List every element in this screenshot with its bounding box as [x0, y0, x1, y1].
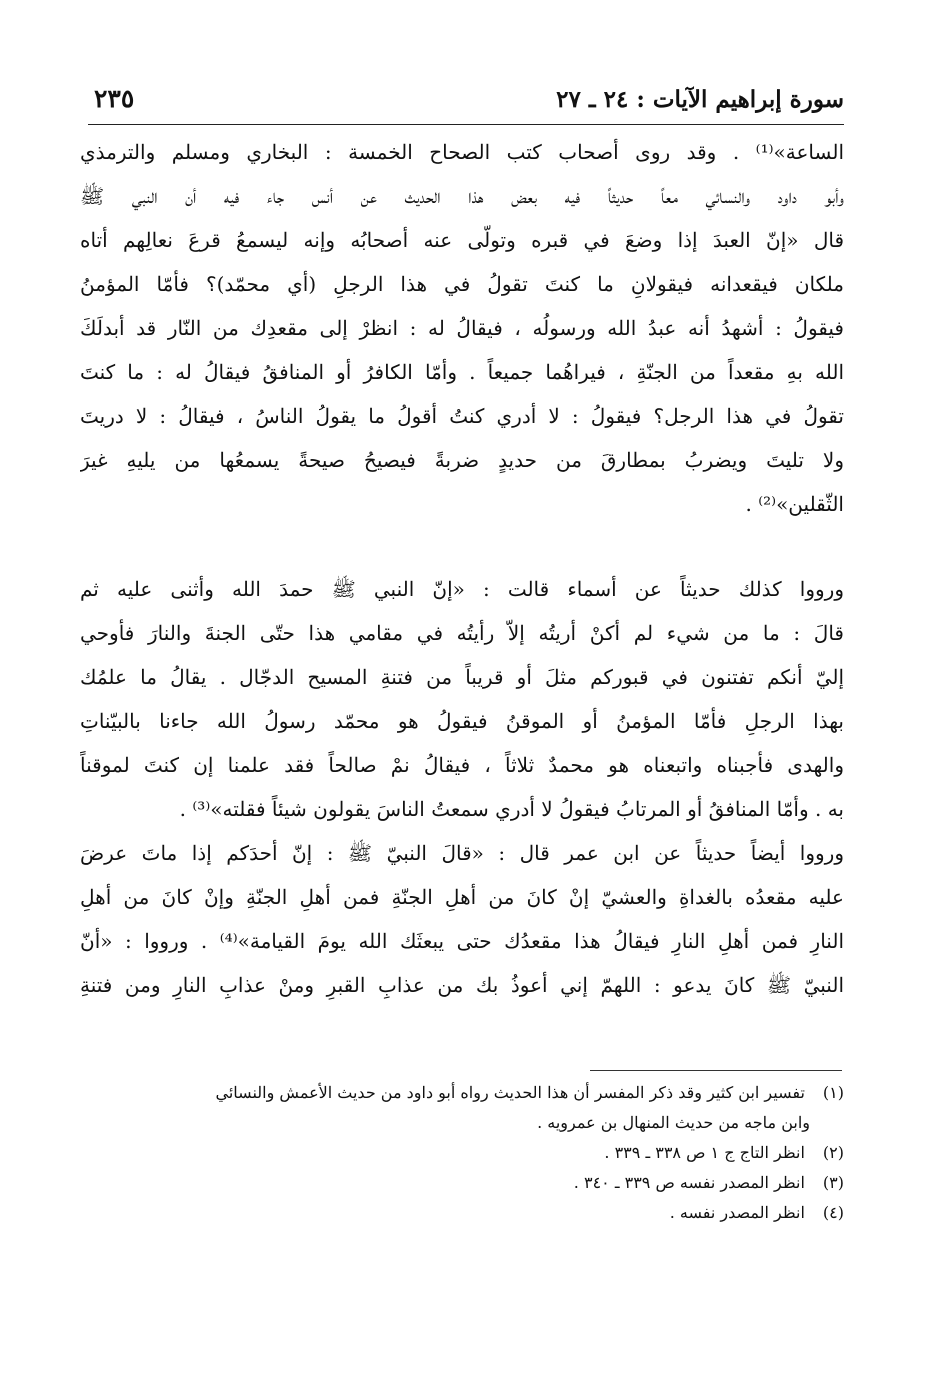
- text-line: به . وأمّا المنافقُ أو المرتابُ فيقولُ لا أدري سمعتُ الناسَ يقولون شيئاً فقلته»⁽³⁾ .: [179, 797, 844, 821]
- footnote-text: انظر المصدر نفسه .: [669, 1203, 805, 1222]
- footnote-item: [80, 1078, 844, 1108]
- text-line: قال «إنّ العبدَ إذا وضعَ في قبره وتولّى عنه أصحابُه وإنه ليسمعُ قرعَ نعالِهم أتاه: [80, 228, 844, 252]
- footnote-text: وابن ماجه من حديث المنهال بن عمرويه .: [537, 1113, 810, 1132]
- text-line: عليه مقعدُه بالغداةِ والعشيّ إنْ كانَ من أهلِ الجنّةِ فمن أهلِ الجنّةِ وإنْ كانَ من أهلِ: [80, 885, 844, 909]
- footnote-item: [80, 1198, 844, 1228]
- text-line: ملكان فيقعدانه فيقولانِ ما كنتَ تقولُ في هذا الرجلِ (أي محمّد)؟ فأمّا المؤمنُ: [80, 272, 844, 296]
- footnote-text: تفسير ابن كثير وقد ذكر المفسر أن هذا الحديث رواه أبو داود من حديث الأعمش والنسائي: [215, 1083, 805, 1102]
- footnote-item: [80, 1168, 844, 1198]
- text-line: النبيّ ﷺ كانَ يدعو : اللهمّ إني أعوذُ بك من عذابِ القبرِ ومنْ عذابِ النارِ ومن فتنةِ: [80, 973, 844, 997]
- text-line: وأبو داود والنسائي معاً حديثاً فيه بعض هذا الحديث عن أنس جاء فيه أن النبي ﷺ: [80, 184, 844, 208]
- text-line: إليّ أنكم تفتنون في قبوركم مثلَ أو قريباً من فتنةِ المسيح الدجّال . يقالُ ما علمُك: [80, 665, 844, 689]
- text-line: ورووا أيضاً حديثاً عن ابن عمر قال : «قالَ النبيّ ﷺ : إنّ أحدَكم إذا ماتَ عرضَ: [80, 841, 844, 865]
- footnote-number: (٤): [822, 1203, 844, 1222]
- footnote-item-continuation: [80, 1108, 844, 1138]
- footnote-number: (٣): [822, 1173, 844, 1192]
- text-line: قالَ : ما من شيء لم أكنْ أريتُه إلاّ رأيتُه في مقامي هذا حتّى الجنةَ والنارَ فأوحي: [80, 621, 844, 645]
- footnote-divider: [590, 1070, 842, 1071]
- text-line: الثّقلين»⁽²⁾ .: [745, 492, 844, 516]
- footnote-text: انظر المصدر نفسه ص ٣٣٩ ـ ٣٤٠ .: [573, 1173, 805, 1192]
- footnote-text: انظر التاج ج ١ ص ٣٣٨ ـ ٣٣٩ .: [604, 1143, 805, 1162]
- text-line: ولا تليتَ ويضربُ بمطارقَ من حديدٍ ضربةً فيصيحُ صيحةً يسمعُها من يليهِ غيرَ: [80, 448, 844, 472]
- page-number: ٢٣٥: [94, 84, 135, 113]
- header-divider: [88, 124, 844, 125]
- text-line: والهدى فأجبناه واتبعناه هو محمدٌ ثلاثاً ، فيقالُ نمْ صالحاً فقد علمنا إن كنتَ لموقناً: [80, 753, 844, 777]
- text-line: ورووا كذلك حديثاً عن أسماء قالت : «إنّ النبي ﷺ حمدَ الله وأثنى عليه ثم: [80, 577, 844, 601]
- text-line: فيقولُ : أشهدُ أنه عبدُ الله ورسولُه ، فيقالُ له : انظرْ إلى مقعدِك من النّار قد أبدلَكَ: [80, 316, 844, 340]
- paragraph: [80, 567, 844, 831]
- paragraph: [80, 130, 844, 526]
- paragraph-gap: [80, 526, 844, 567]
- footnote-item: [80, 1138, 844, 1168]
- running-header: [88, 82, 844, 118]
- surah-title: سورة إبراهيم الآيات : ٢٤ ـ ٢٧: [556, 86, 844, 113]
- text-line: الله بهِ مقعداً من الجنّةِ ، فيراهُما جميعاً . وأمّا الكافرُ أو المنافقُ فيقالُ له : ما كنتَ: [80, 360, 844, 384]
- paragraph: [80, 831, 844, 1007]
- text-line: بهذا الرجلِ فأمّا المؤمنُ أو الموقنُ فيقولُ هو محمّد رسولُ الله جاءنا بالبيّناتِ: [80, 709, 844, 733]
- footnotes: [80, 1078, 844, 1228]
- text-line: الساعة»⁽¹⁾ . وقد روى أصحاب كتب الصحاح الخمسة : البخاري ومسلم والترمذي: [80, 140, 844, 164]
- text-line: النارِ فمن أهلِ النارِ فيقالُ هذا مقعدُك حتى يبعثَك الله يومَ القيامة»⁽⁴⁾ . ورووا : «أنّ: [80, 929, 844, 953]
- footnote-number: (١): [822, 1083, 844, 1102]
- footnote-number: (٢): [822, 1143, 844, 1162]
- main-text: [80, 130, 844, 1007]
- text-line: تقولُ في هذا الرجل؟ فيقولُ : لا أدري كنتُ أقولُ ما يقولُ الناسُ ، فيقالُ : لا دريتَ: [80, 404, 844, 428]
